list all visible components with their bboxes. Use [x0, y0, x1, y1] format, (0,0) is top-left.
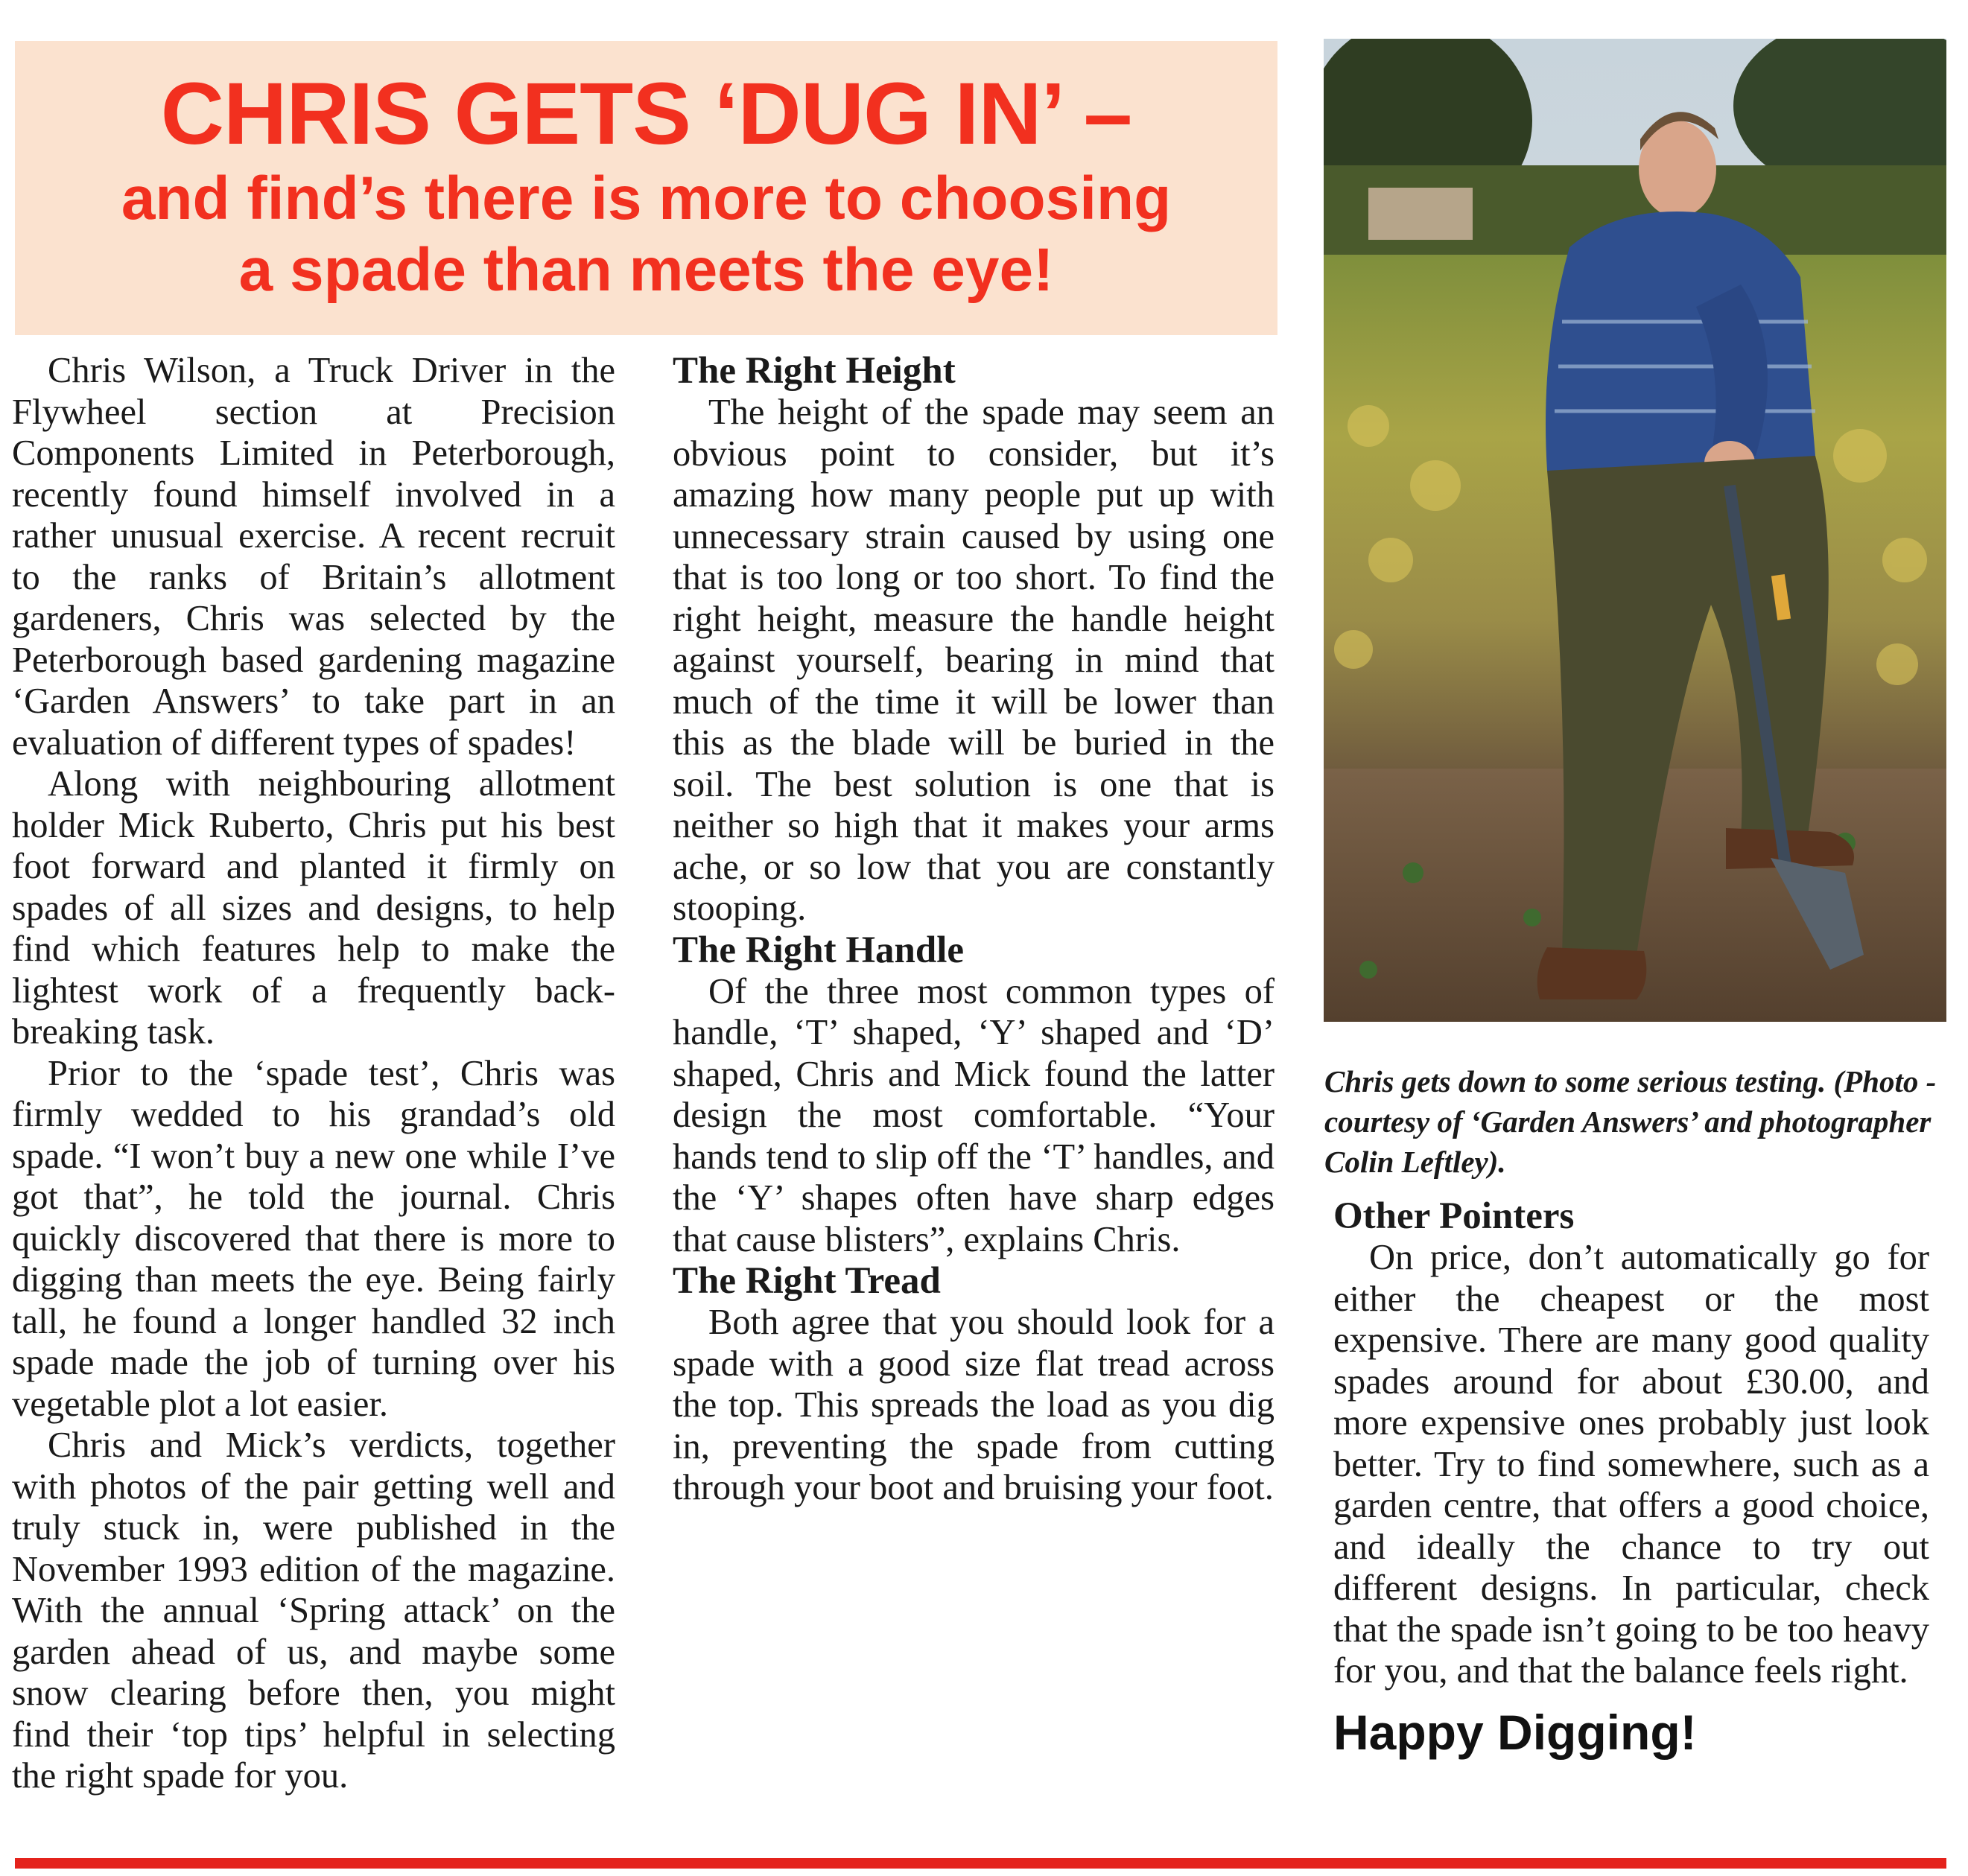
section-heading-tread: The Right Tread [673, 1260, 941, 1302]
photo-chris-digging [1324, 39, 1946, 1022]
headline-subtitle [15, 163, 1277, 306]
section-text-handle: Of the three most common types of handle, ‘T’ shaped, ‘Y’ shaped and ‘D’ shaped, Chris and Mick found the latter design the most comfortable. “Your hands tend to slip off the ‘T’ handles, and the ‘Y’ shapes often have sharp edges that cause blisters”, explains Chris. [673, 971, 1275, 1259]
section-heading-handle: The Right Handle [673, 929, 965, 971]
section-heading-pointers: Other Pointers [1333, 1195, 1575, 1237]
article-column-2 [673, 350, 1275, 1509]
headline-subtitle-line-1: and find’s there is more to choosing [121, 165, 1172, 232]
headline-subtitle-line-2: a spade than meets the eye! [238, 236, 1054, 304]
section-text-pointers: On price, don’t automatically go for either the cheapest or the most expensive. There are many good quality spades around for about £30.00, and more expensive ones probably just look better. Try to find somewhere, such as a garden centre, that offers a good choice, and ideally the chance to try out different designs. In particular, check that the spade isn’t going to be too heavy for you, and that the balance feels right. [1333, 1238, 1929, 1691]
article-column-1 [12, 350, 615, 1797]
bottom-red-rule [15, 1858, 1946, 1869]
headline-banner [15, 41, 1277, 335]
intro-paragraph-1: Chris Wilson, a Truck Driver in the Flywheel section at Precision Components Limited in Peterborough, recently found himself involved in a rather unusual exercise. A recent recruit to the ranks of Britain’s allotment gardeners, Chris was selected by the Peterborough based gardening magazine ‘Garden Answers’ to take part in an evaluation of different types of spades! [12, 351, 615, 763]
intro-paragraph-4: Chris and Mick’s verdicts, together with photos of the pair getting well and truly stuck in, were published in the November 1993 edition of the magazine. With the annual ‘Spring attack’ on the garden ahead of us, and maybe some snow clearing before then, you might find their ‘top tips’ helpful in selecting the right spade for you. [12, 1425, 615, 1796]
section-text-tread: Both agree that you should look for a spade with a good size flat tread across the top. This spreads the load as you dig in, preventing the spade from cutting through your boot and bruising your foot. [673, 1303, 1275, 1507]
section-text-height: The height of the spade may seem an obvious point to consider, but it’s amazing how many people put up with unnecessary strain caused by using one that is too long or too short. To find the right height, measure the handle height against yourself, bearing in mind that much of the time it will be lower than this as the blade will be buried in the soil. The best solution is one that is neither so high that it makes your arms ache, or so low that you are constantly stooping. [673, 392, 1275, 928]
section-heading-height: The Right Height [673, 350, 956, 392]
signoff-happy-digging: Happy Digging! [1333, 1704, 1697, 1760]
article-column-3 [1333, 1195, 1929, 1762]
headline-title: CHRIS GETS ‘DUG IN’ – [160, 65, 1132, 163]
intro-paragraph-2: Along with neighbouring allotment holder Mick Ruberto, Chris put his best foot forward and planted it firmly on spades of all sizes and designs, to help find which features help to make the lightest work of a frequently back-breaking task. [12, 764, 615, 1052]
intro-paragraph-3: Prior to the ‘spade test’, Chris was firmly wedded to his grandad’s old spade. “I won’t buy a new one while I’ve got that”, he told the journal. Chris quickly discovered that there is more to digging than meets the eye. Being fairly tall, he found a longer handled 32 inch spade made the job of turning over his vegetable plot a lot easier. [12, 1053, 615, 1424]
photo-caption: Chris gets down to some serious testing. (Photo - courtesy of ‘Garden Answers’ and photographer Colin Leftley). [1324, 1064, 1937, 1179]
